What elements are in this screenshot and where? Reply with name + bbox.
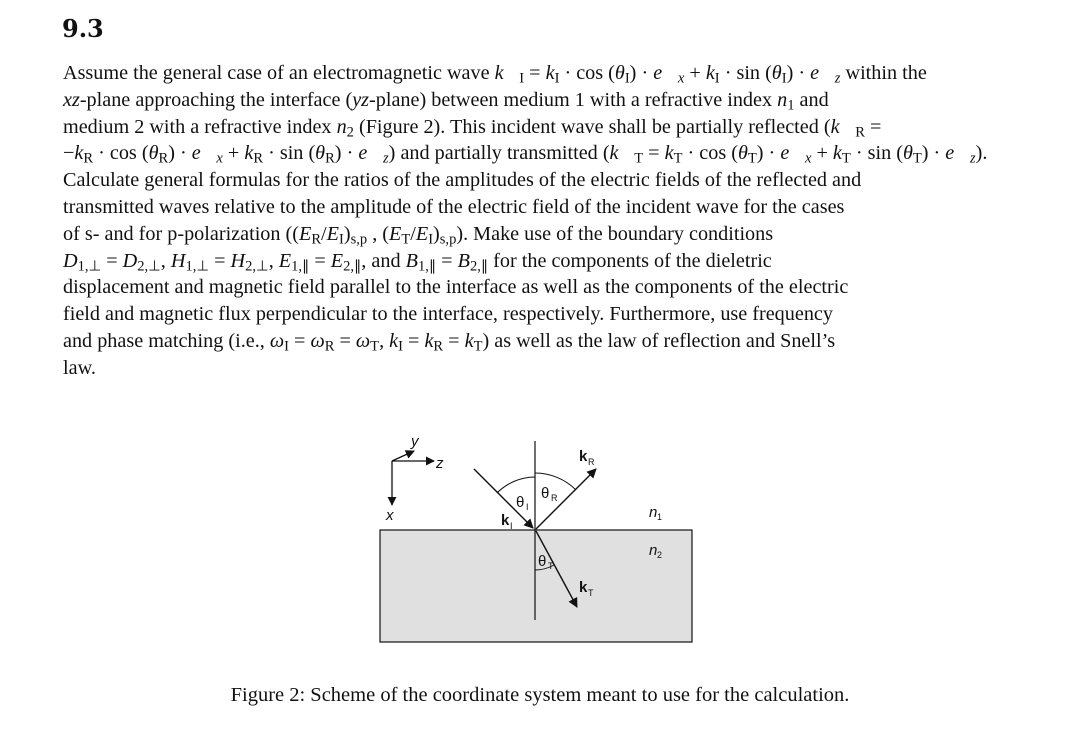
y-axis-label: y [411, 433, 419, 450]
section-number: 9.3 [62, 14, 104, 43]
y-axis-arrow [392, 451, 414, 461]
k-incident-label: k [501, 512, 510, 529]
n2-sub: 2 [657, 550, 663, 560]
coordinate-scheme-figure [370, 425, 710, 655]
z-axis-label: z [436, 455, 444, 472]
n1-label: n [649, 504, 658, 521]
k-reflected-sub: R [588, 457, 595, 467]
problem-statement: Assume the general case of an electromagnetic wave $k⃗_I = k_I \cdot \cos (\theta_I)$ · $e⃗_x + k_I \cdot \sin (\theta_I)$ · $e⃗_z$ within the xz-plane approaching the interface (yz-plane) between medium 1 with a refractive index $n_1$ and medium 2 with a refractive index $n_2$ (Figure 2). This incident wave shall be partially reflected ($k⃗_R$ = $-k_R \cdot \cos (\theta_R)$ · $e⃗_x + k_R \cdot \sin (\theta_R)$ · $e⃗_z$) and partially transmitted ($k⃗_T = k_T \cdot \cos (\theta_T)$ · $e⃗_x + k_T \cdot \sin (\theta_T)$ · $e⃗_z$). Calculate general formulas for the ratios of the amplitudes of the electric fields of the reflected and transmitted waves relative to the amplitude of the electric field of the incident wave for the cases of s- and for p-polarization ($(E_R/E_I)_{s,p}$ , $(E_T/E_I)_{s,p}$). Make use of the boundary conditions $D_{1,\perp} = D_{2,\perp}$, $H_{1,\perp} = H_{2,\perp}$, $E_{1,\parallel} = E_{2,\parallel}$, and $B_{1,\parallel} = B_{2,\parallel}$ for the components of the dieletric displacement and magnetic field parallel to the interface as well as the components of the electric field and magnetic flux perpendicular to the interface, respectively. Furthermore, use frequency and phase matching (i.e., $\omega_I = \omega_R = \omega_T$, $k_I = k_R = k_T$) as well as the law of reflection and Snell’s law. [63, 62, 988, 379]
k-transmitted-label: k [579, 579, 588, 596]
n1-sub: 1 [657, 512, 663, 522]
theta-reflected-sub: R [551, 493, 558, 503]
figure-caption: Figure 2: Scheme of the coordinate system meant to use for the calculation. [230, 684, 850, 706]
k-reflected-label: k [579, 448, 588, 465]
k-incident-sub: I [510, 521, 513, 531]
theta-transmitted-sub: T [548, 561, 554, 571]
medium-2-region [380, 530, 692, 642]
theta-reflected-label: θ [541, 485, 550, 502]
theta-incident-label: θ [516, 494, 525, 511]
x-axis-label: x [386, 507, 394, 524]
n2-label: n [649, 542, 658, 559]
incident-angle-arc [497, 477, 535, 493]
theta-transmitted-label: θ [538, 553, 547, 570]
theta-incident-sub: I [526, 502, 529, 512]
k-transmitted-sub: T [588, 588, 594, 598]
